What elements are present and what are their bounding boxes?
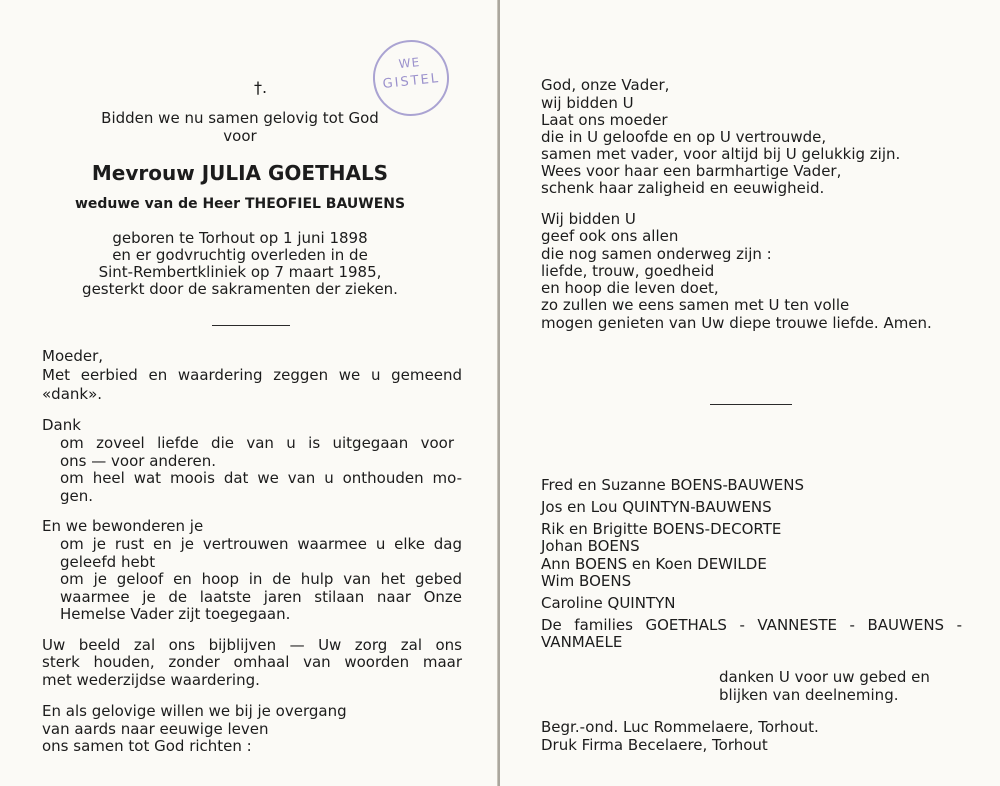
family-line: Ann BOENS en Koen DEWILDE: [541, 555, 767, 573]
family-line: Wim BOENS: [541, 572, 632, 590]
credit-line: Druk Firma Becelaere, Torhout: [541, 736, 768, 754]
body-line: Hemelse Vader zijt toegegaan.: [60, 605, 291, 623]
widow-of-line: weduwe van de Heer THEOFIEL BAUWENS: [74, 196, 406, 212]
cross-symbol: †.: [254, 78, 268, 97]
family-line: Jos en Lou QUINTYN-BAUWENS: [541, 498, 772, 516]
family-line: De families GOETHALS - VANNESTE - BAUWENS -: [541, 616, 962, 634]
body-line: om heel wat moois dat we van u onthouden mo-: [60, 469, 462, 487]
prayer-line: mogen genieten van Uw diepe trouwe liefde. Amen.: [541, 314, 932, 332]
left-page: [0, 0, 498, 786]
prayer-line: wij bidden U: [541, 94, 634, 112]
family-line: Rik en Brigitte BOENS-DECORTE: [541, 520, 782, 538]
stamp-bottom-text: GISTEL: [381, 71, 441, 92]
deceased-name: Mevrouw JULIA GOETHALS: [91, 161, 389, 185]
prayer-line: Wees voor haar een barmhartige Vader,: [541, 162, 842, 180]
prayer-line: en hoop die leven doet,: [541, 279, 719, 297]
family-line: Caroline QUINTYN: [541, 594, 676, 612]
invocation-line: Bidden we nu samen gelovig tot God: [101, 109, 379, 127]
prayer-line: zo zullen we eens samen met U ten volle: [541, 296, 850, 314]
prayer-line: Laat ons moeder: [541, 111, 668, 129]
body-line: geleefd hebt: [60, 553, 156, 571]
body-line: Moeder,: [42, 347, 104, 365]
bio-line: en er godvruchtig overleden in de: [112, 246, 368, 264]
body-line: waarmee je de laatste jaren stilaan naar Onze: [60, 588, 462, 606]
body-line: om je geloof en hoop in de hulp van het gebed: [60, 570, 462, 588]
body-line: om zoveel liefde die van u is uitgegaan voor: [60, 434, 454, 452]
invocation-line: voor: [223, 127, 257, 145]
credit-line: Begr.-ond. Luc Rommelaere, Torhout.: [541, 718, 819, 736]
thanks-line: danken U voor uw gebed en: [719, 668, 930, 686]
prayer-line: schenk haar zaligheid en eeuwigheid.: [541, 179, 825, 197]
thanks-line: blijken van deelneming.: [719, 686, 899, 704]
body-line: Met eerbied en waardering zeggen we u gemeend: [42, 366, 462, 384]
body-line: En als gelovige willen we bij je overgang: [42, 702, 347, 720]
family-line: VANMAELE: [541, 633, 623, 651]
bio-line: geboren te Torhout op 1 juni 1898: [112, 229, 368, 247]
body-line: om je rust en je vertrouwen waarmee u elke dag: [60, 535, 462, 553]
body-line: Uw beeld zal ons bijblijven — Uw zorg zal ons: [42, 636, 462, 654]
prayer-line: samen met vader, voor altijd bij U gelukkig zijn.: [541, 145, 901, 163]
body-line: «dank».: [42, 385, 103, 403]
body-line: ons samen tot God richten :: [42, 737, 252, 755]
family-line: Johan BOENS: [541, 537, 640, 555]
body-line: ons — voor anderen.: [60, 452, 216, 470]
body-line: En we bewonderen je: [42, 517, 204, 535]
prayer-line: die nog samen onderweg zijn :: [541, 245, 772, 263]
body-line: sterk houden, zonder omhaal van woorden maar: [42, 653, 462, 671]
prayer-line: Wij bidden U: [541, 210, 636, 228]
body-line: Dank: [42, 416, 81, 434]
body-line: van aards naar eeuwige leven: [42, 720, 269, 738]
right-page: [500, 0, 1000, 786]
body-line: met wederzijdse waardering.: [42, 671, 260, 689]
body-line: gen.: [60, 487, 94, 505]
prayer-line: geef ook ons allen: [541, 227, 679, 245]
prayer-line: God, onze Vader,: [541, 76, 670, 94]
divider: [212, 325, 290, 326]
gistel-stamp: [369, 36, 453, 120]
bio-line: Sint-Rembertkliniek op 7 maart 1985,: [98, 263, 382, 281]
bio-line: gesterkt door de sakramenten der zieken.: [82, 280, 398, 298]
family-line: Fred en Suzanne BOENS-BAUWENS: [541, 476, 805, 494]
prayer-line: die in U geloofde en op U vertrouwde,: [541, 128, 827, 146]
stamp-top-text: WE: [398, 55, 421, 72]
prayer-line: liefde, trouw, goedheid: [541, 262, 715, 280]
divider: [710, 404, 792, 405]
